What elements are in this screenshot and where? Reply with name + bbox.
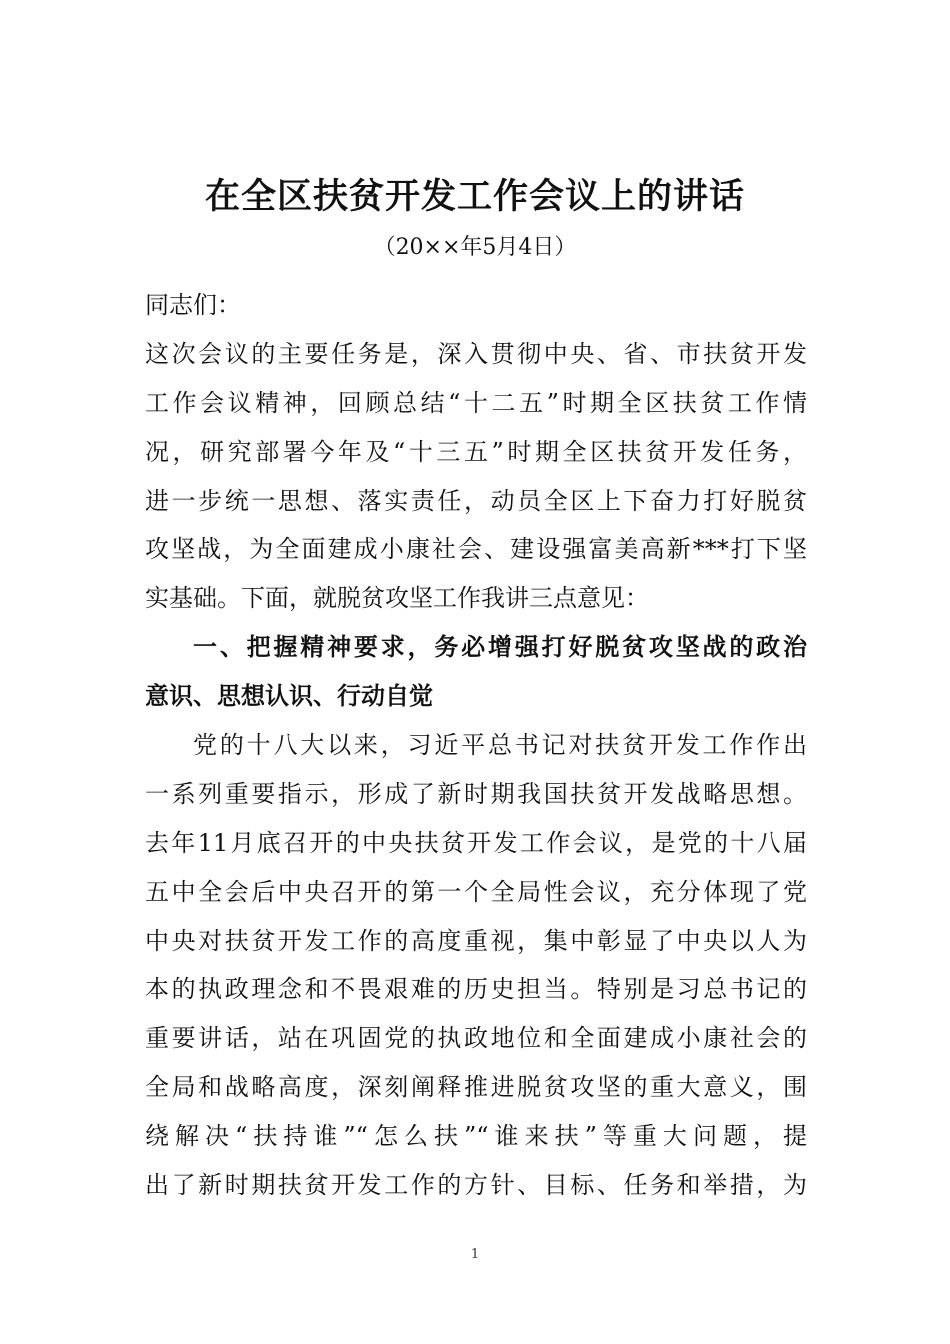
section-heading-line: 意识、思想认识、行动自觉 xyxy=(145,682,433,711)
text-line: 党的十八大以来，习近平总书记对扶贫开发工作作出 xyxy=(193,731,807,760)
text-line: 出了新时期扶贫开发工作的方针、目标、任务和举措，为 xyxy=(145,1171,807,1200)
document-title: 在全区扶贫开发工作会议上的讲话 xyxy=(204,176,745,217)
text-line: 工作会议精神，回顾总结“十二五”时期全区扶贫工作情 xyxy=(145,388,807,417)
salutation: 同志们： xyxy=(145,291,241,319)
text-line: 实基础。下面，就脱贫攻坚工作我讲三点意见： xyxy=(145,584,649,613)
text-line: 重要讲话，站在巩固党的执政地位和全面建成小康社会的 xyxy=(145,1024,807,1053)
text-line: 绕解决“扶持谁”“怎么扶”“谁来扶”等重大问题，提 xyxy=(145,1122,807,1151)
text-line: 中央对扶贫开发工作的高度重视，集中彰显了中央以人为 xyxy=(145,926,807,955)
text-line: 进一步统一思想、落实责任，动员全区上下奋力打好脱贫 xyxy=(145,486,807,515)
text-line: 这次会议的主要任务是，深入贯彻中央、省、市扶贫开发 xyxy=(145,339,807,368)
text-line: 全局和战略高度，深刻阐释推进脱贫攻坚的重大意义，围 xyxy=(145,1073,807,1102)
section-heading-line: 一、把握精神要求，务必增强打好脱贫攻坚战的政治 xyxy=(193,633,807,662)
text-line: 况，研究部署今年及“十三五”时期全区扶贫开发任务， xyxy=(145,437,807,466)
text-line: 去年11月底召开的中央扶贫开发工作会议，是党的十八届 xyxy=(145,828,807,857)
text-line: 一系列重要指示，形成了新时期我国扶贫开发战略思想。 xyxy=(145,779,807,808)
text-line: 五中全会后中央召开的第一个全局性会议，充分体现了党 xyxy=(145,877,807,906)
text-line: 攻坚战，为全面建成小康社会、建设强富美高新***打下坚 xyxy=(145,535,807,564)
document-body xyxy=(145,281,807,1210)
document-date: （20××年5月4日） xyxy=(373,235,577,260)
page-number: 1 xyxy=(470,1247,480,1262)
text-line: 本的执政理念和不畏艰难的历史担当。特别是习总书记的 xyxy=(145,975,807,1004)
